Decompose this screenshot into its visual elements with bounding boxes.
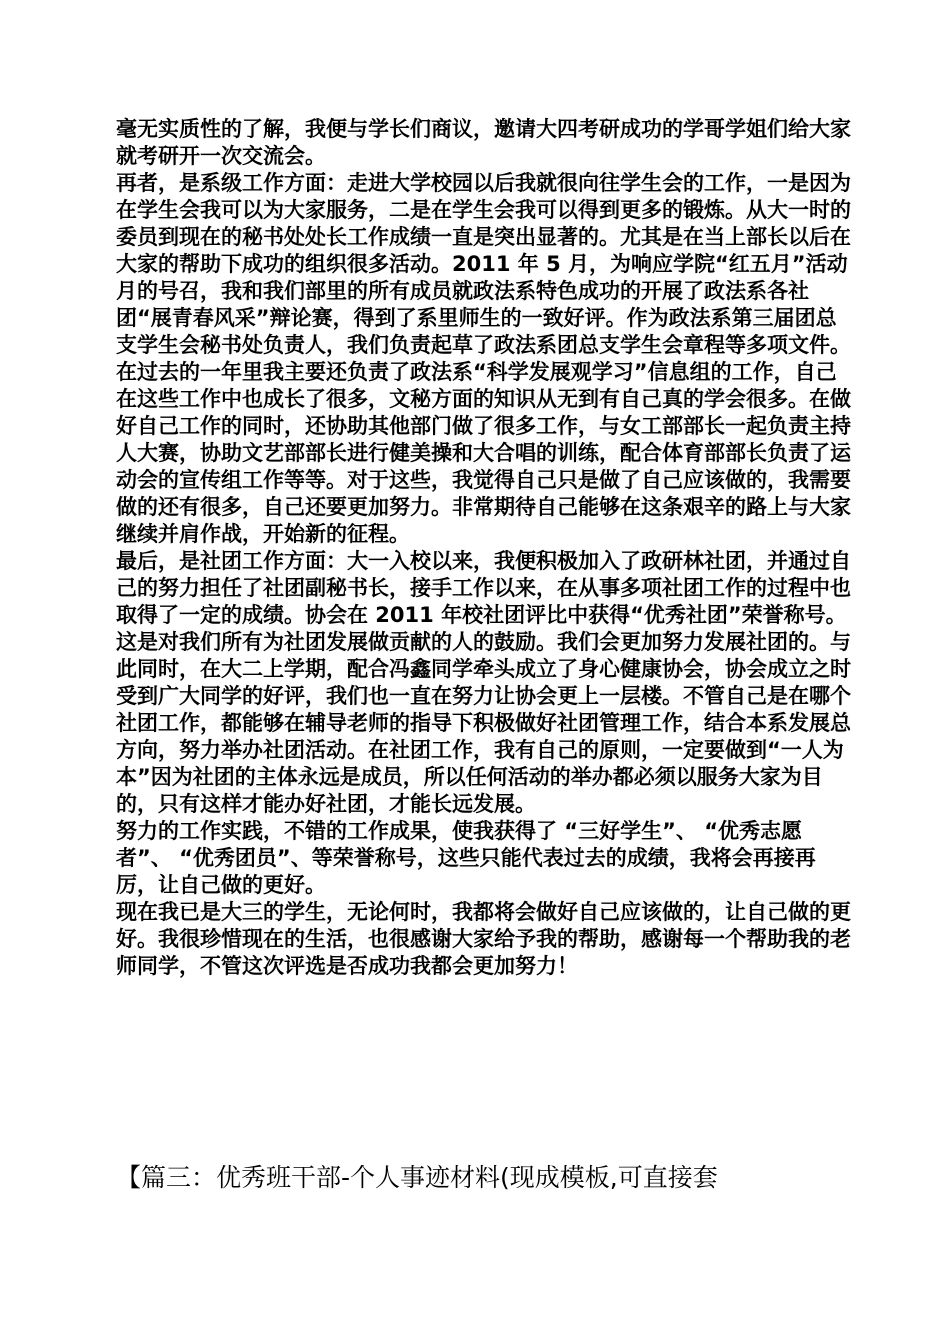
paragraph-growth: 在这些工作中也成长了很多，文秘方面的知识从无到有自己真的学会很多。在做好自己工作的同时，还协助其他部门做了很多工作，与女工部部长一起负责主持人大赛，协助文艺部部长进行健美操和大合唱的训练，配合体育部部长负责了运动会的宣传组工作等等。对于这些，我觉得自己只是做了自己应该做的，我需要做的还有很多，自己还要更加努力。非常期待自己能够在这条艰辛的路上与大家继续并肩作战，开始新的征程。 bbox=[116, 387, 851, 546]
paragraph-honors: 努力的工作实践，不错的工作成果，使我获得了 “三好学生”、 “优秀志愿者”、 “优秀团员”、等荣誉称号，这些只能代表过去的成绩，我将会再接再厉，让自己做的更好。 bbox=[116, 819, 816, 897]
paragraph-conclusion: 现在我已是大三的学生，无论何时，我都将会做好自己应该做的，让自己做的更好。我很珍惜现在的生活，也很感谢大家给予我的帮助，感谢每一个帮助我的老师同学，不管这次评选是否成功我都会更加努力！ bbox=[116, 900, 851, 978]
paragraph-department-work: 再者，是系级工作方面：走进大学校园以后我就很向往学生会的工作，一是因为在学生会我可以为大家服务，二是在学生会我可以得到更多的锻炼。从大一时的委员到现在的秘书处处长工作成绩一直是突出显著的。尤其是在当上部长以后在大家的帮助下成功的组织很多活动。2011 年 5 月，为响应学院“红五月”活动月的号召，我和我们部里的所有成员就政法系特色成功的开展了政法系各社团“展青春风采”辩论赛，得到了系里师生的一致好评。作为政法系第三届团总支学生会秘书处负责人，我们负责起草了政法系团总支学生会章程等多项文件。在过去的一年里我主要还负责了政法系“科学发展观学习”信息组的工作，自己 bbox=[116, 171, 851, 384]
document-body bbox=[116, 116, 856, 980]
paragraph-intro-tail: 毫无实质性的了解，我便与学长们商议，邀请大四考研成功的学哥学姐们给大家就考研开一次交流会。 bbox=[116, 117, 851, 168]
paragraph-club-work: 最后，是社团工作方面：大一入校以来，我便积极加入了政研林社团，并通过自己的努力担任了社团副秘书长，接手工作以来，在从事多项社团工作的过程中也取得了一定的成绩。协会在 2011 年校社团评比中获得“优秀社团”荣誉称号。这是对我们所有为社团发展做贡献的人的鼓励。我们会更加努力发展社团的。与此同时，在大二上学期，配合冯鑫同学牵头成立了身心健康协会，协会成立之时受到广大同学的好评，我们也一直在努力让协会更上一层楼。不管自己是在哪个社团工作，都能够在辅导老师的指导下积极做好社团管理工作，结合本系发展总方向，努力举办社团活动。在社团工作，我有自己的原则，一定要做到“一人为本”因为社团的主体永远是成员，所以任何活动的举办都必须以服务大家为目的，只有这样才能办好社团，才能长远发展。 bbox=[116, 549, 851, 816]
section-heading-part-three: 【篇三：优秀班干部-个人事迹材料(现成模板,可直接套 bbox=[116, 1163, 718, 1192]
